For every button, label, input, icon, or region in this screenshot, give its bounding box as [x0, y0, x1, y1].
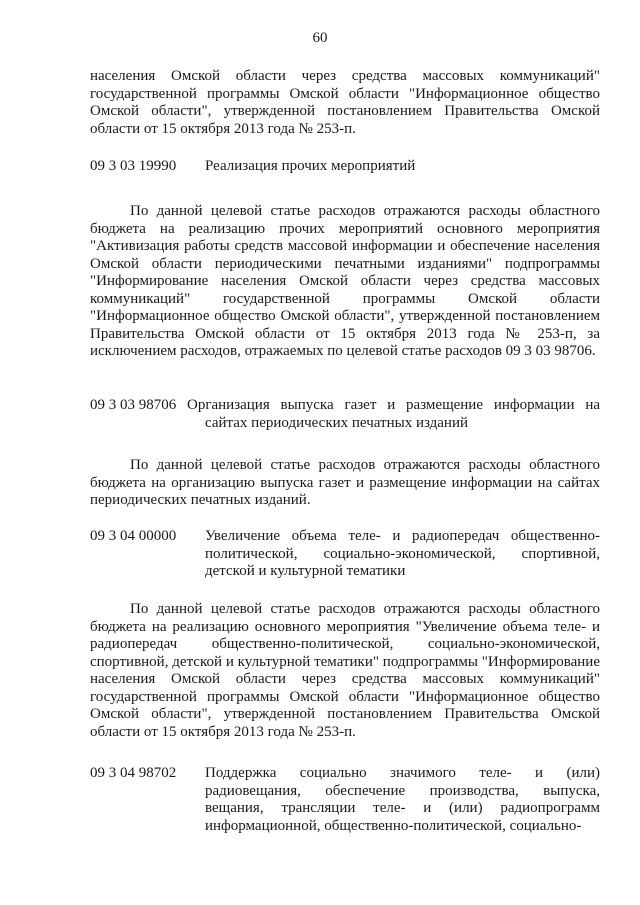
heading-title-3: Увеличение объема теле- и радиопередач общественно-политической, социально-экономической, спортивной, детской и культурной тематики	[205, 528, 600, 579]
heading-title-2: Организация выпуска газет и размещение информации на сайтах периодических печатных изданий	[187, 397, 600, 431]
heading-code-3: 09 3 04 00000	[90, 528, 177, 544]
paragraph-description-3: По данной целевой статье расходов отражаются расходы областного бюджета на реализацию основного мероприятия "Увеличение объема теле- и радиопередач общественно-политической, социально-экономической, спортивной, детской и культурной тематики" подпрограммы "Информирование населения Омской области через средства массовых коммуникаций" государственной программы Омской области "Информационное общество Омской области", утвержденной постановлением Правительства Омской области от 15 октября 2013 года № 253-п.	[90, 601, 600, 740]
heading-code-4: 09 3 04 98702	[90, 765, 177, 781]
paragraph-continuation: населения Омской области через средства массовых коммуникаций" государственной программы Омской области "Информационное общество Омской области", утвержденной постановлением Правительства Омской области от 15 октября 2013 года № 253-п.	[90, 68, 600, 137]
heading-code-2: 09 3 03 98706	[90, 397, 177, 413]
paragraph-description-1: По данной целевой статье расходов отражаются расходы областного бюджета на реализацию прочих мероприятий основного мероприятия "Активизация работы средств массовой информации и обеспечение населения Омской области периодическими печатными изданиями" подпрограммы "Информирование населения Омской области через средства массовых коммуникаций" государственной программы Омской области "Информационное общество Омской области", утвержденной постановлением Правительства Омской области от 15 октября 2013 года № 253-п, за исключением расходов, отражаемых по целевой статье расходов 09 3 03 98706.	[90, 203, 600, 359]
page-number: 60	[312, 30, 328, 46]
heading-title-4: Поддержка социально значимого теле- и (или) радиовещания, обеспечение производства, выпуска, вещания, трансляции теле- и (или) радиопрограмм информационной, общественно-политической, социально-	[205, 765, 600, 834]
heading-title-1: Реализация прочих мероприятий	[205, 158, 416, 174]
heading-code-1: 09 3 03 19990	[90, 158, 177, 174]
paragraph-description-2: По данной целевой статье расходов отражаются расходы областного бюджета на организацию выпуска газет и размещение информации на сайтах периодических печатных изданий.	[90, 457, 600, 508]
